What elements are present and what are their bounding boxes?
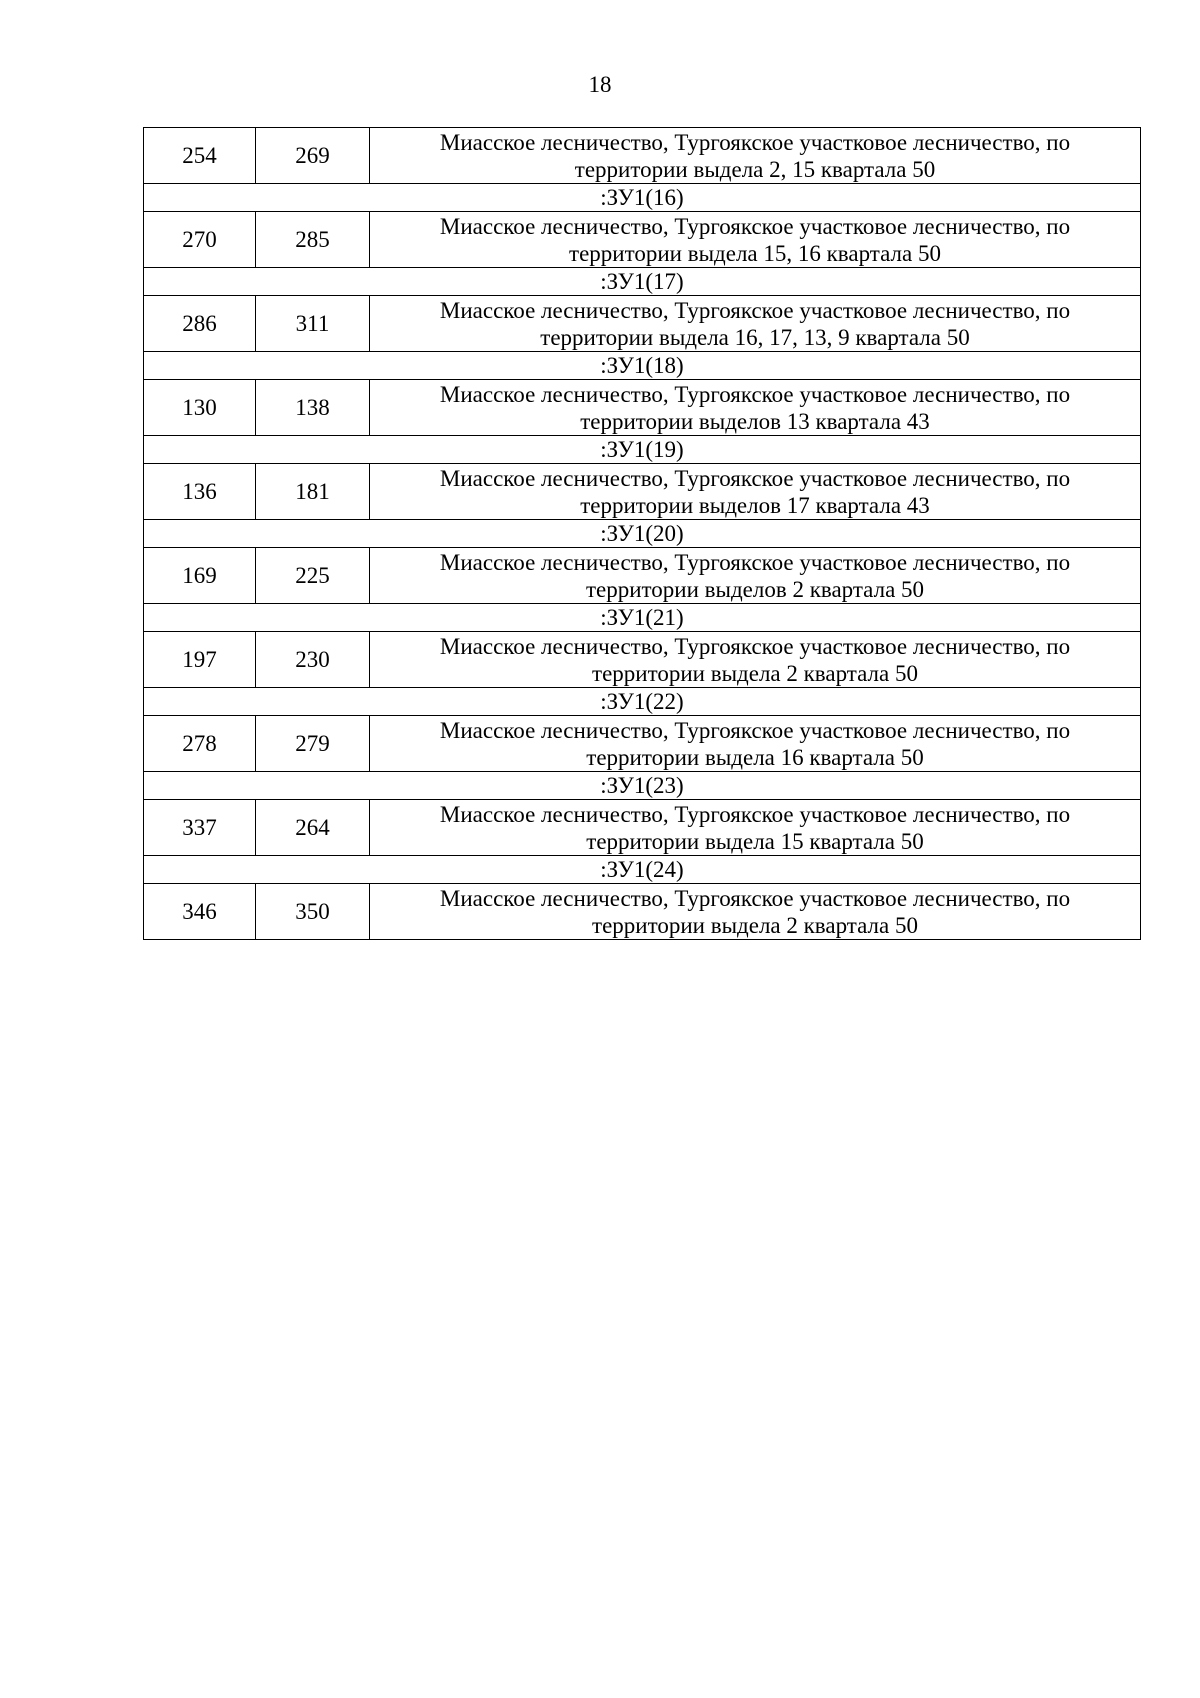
description-cell — [370, 128, 1141, 184]
description-cell — [370, 380, 1141, 436]
description-line-1: Миасское лесничество, Тургоякское участковое лесничество, по — [439, 297, 1071, 323]
description-cell — [370, 548, 1141, 604]
description-cell — [370, 632, 1141, 688]
page-number: 18 — [588, 72, 612, 97]
point-to-cell: 225 — [256, 548, 370, 604]
section-row — [144, 604, 1141, 632]
description-cell — [370, 464, 1141, 520]
point-from-cell: 254 — [144, 128, 256, 184]
section-label: :ЗУ1(24) — [144, 856, 1141, 884]
section-row — [144, 436, 1141, 464]
point-to-cell: 285 — [256, 212, 370, 268]
point-to-cell: 264 — [256, 800, 370, 856]
point-to-cell: 350 — [256, 884, 370, 940]
description-line-2: территории выдела 16 квартала 50 — [586, 744, 924, 770]
description-line-1: Миасское лесничество, Тургоякское участковое лесничество, по — [439, 717, 1071, 743]
table-row — [144, 632, 1141, 688]
table-row — [144, 464, 1141, 520]
description-line-1: Миасское лесничество, Тургоякское участковое лесничество, по — [439, 465, 1071, 491]
point-to-cell: 269 — [256, 128, 370, 184]
section-row — [144, 268, 1141, 296]
section-row — [144, 688, 1141, 716]
table-row — [144, 128, 1141, 184]
table-row — [144, 548, 1141, 604]
point-from-cell: 197 — [144, 632, 256, 688]
point-from-cell: 346 — [144, 884, 256, 940]
description-line-1: Миасское лесничество, Тургоякское участковое лесничество, по — [439, 633, 1071, 659]
section-label: :ЗУ1(17) — [144, 268, 1141, 296]
description-line-1: Миасское лесничество, Тургоякское участковое лесничество, по — [439, 801, 1071, 827]
table-row — [144, 884, 1141, 940]
section-row — [144, 184, 1141, 212]
description-line-2: территории выдела 2 квартала 50 — [592, 912, 918, 938]
description-line-2: территории выдела 15, 16 квартала 50 — [569, 240, 941, 266]
section-label: :ЗУ1(22) — [144, 688, 1141, 716]
point-from-cell: 136 — [144, 464, 256, 520]
section-label: :ЗУ1(20) — [144, 520, 1141, 548]
point-from-cell: 278 — [144, 716, 256, 772]
section-label: :ЗУ1(21) — [144, 604, 1141, 632]
description-line-2: территории выдела 15 квартала 50 — [586, 828, 924, 854]
point-to-cell: 230 — [256, 632, 370, 688]
description-cell — [370, 884, 1141, 940]
section-row — [144, 772, 1141, 800]
point-to-cell: 138 — [256, 380, 370, 436]
description-cell — [370, 212, 1141, 268]
description-cell — [370, 296, 1141, 352]
description-line-2: территории выдела 16, 17, 13, 9 квартала 50 — [540, 324, 970, 350]
point-from-cell: 130 — [144, 380, 256, 436]
description-line-2: территории выдела 2, 15 квартала 50 — [574, 156, 936, 182]
boundary-table — [143, 127, 1141, 940]
table-body — [144, 128, 1141, 940]
description-line-2: территории выделов 13 квартала 43 — [580, 408, 930, 434]
description-line-2: территории выдела 2 квартала 50 — [592, 660, 918, 686]
section-label: :ЗУ1(19) — [144, 436, 1141, 464]
description-line-1: Миасское лесничество, Тургоякское участковое лесничество, по — [439, 213, 1071, 239]
point-to-cell: 311 — [256, 296, 370, 352]
description-cell — [370, 716, 1141, 772]
table-row — [144, 296, 1141, 352]
section-label: :ЗУ1(16) — [144, 184, 1141, 212]
table-row — [144, 380, 1141, 436]
point-from-cell: 337 — [144, 800, 256, 856]
description-cell — [370, 800, 1141, 856]
description-line-2: территории выделов 17 квартала 43 — [580, 492, 930, 518]
table-row — [144, 212, 1141, 268]
point-from-cell: 169 — [144, 548, 256, 604]
section-row — [144, 352, 1141, 380]
description-line-1: Миасское лесничество, Тургоякское участковое лесничество, по — [439, 885, 1071, 911]
point-from-cell: 286 — [144, 296, 256, 352]
table-row — [144, 800, 1141, 856]
table-row — [144, 716, 1141, 772]
point-to-cell: 279 — [256, 716, 370, 772]
point-to-cell: 181 — [256, 464, 370, 520]
description-line-1: Миасское лесничество, Тургоякское участковое лесничество, по — [439, 549, 1071, 575]
description-line-2: территории выделов 2 квартала 50 — [585, 576, 925, 602]
section-row — [144, 520, 1141, 548]
section-label: :ЗУ1(23) — [144, 772, 1141, 800]
point-from-cell: 270 — [144, 212, 256, 268]
section-label: :ЗУ1(18) — [144, 352, 1141, 380]
section-row — [144, 856, 1141, 884]
description-line-1: Миасское лесничество, Тургоякское участковое лесничество, по — [439, 129, 1071, 155]
description-line-1: Миасское лесничество, Тургоякское участковое лесничество, по — [439, 381, 1071, 407]
